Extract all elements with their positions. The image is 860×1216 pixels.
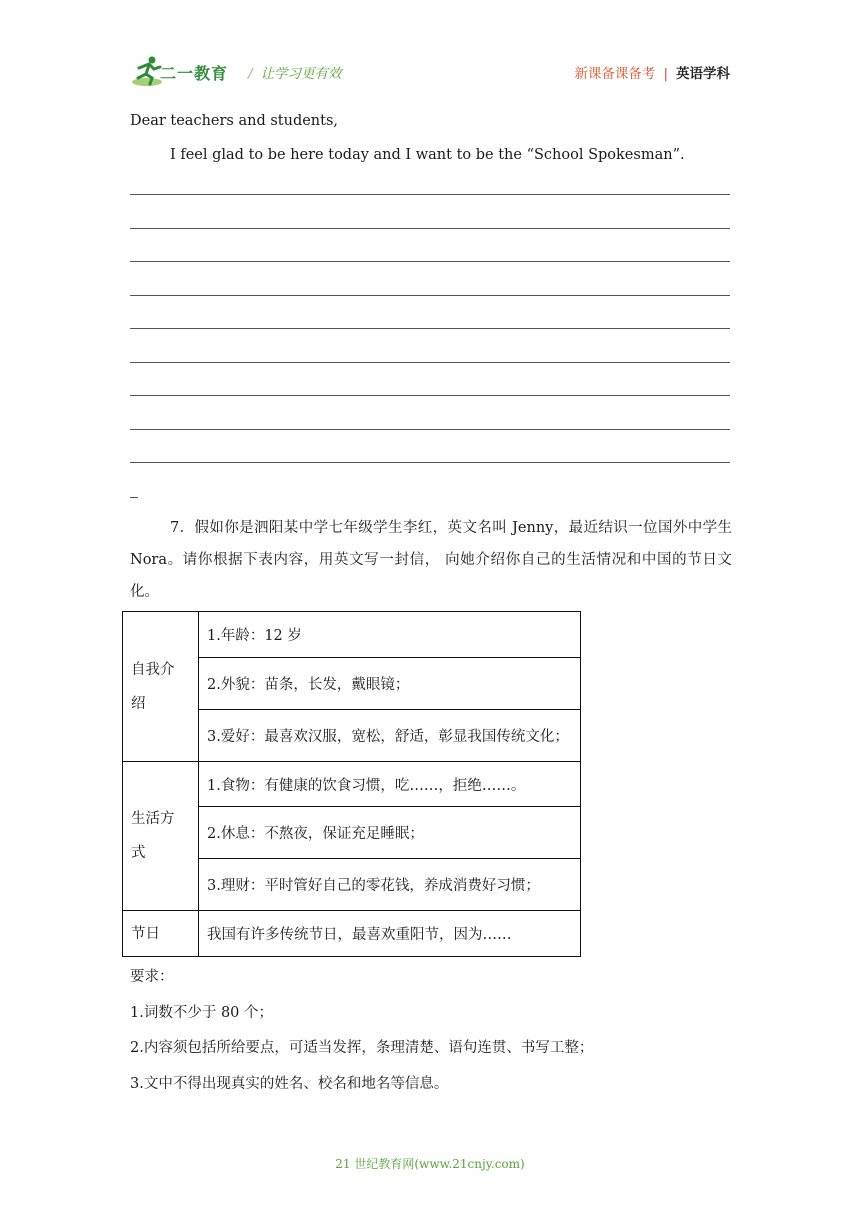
item-cell: 2.休息：不熬夜，保证充足睡眠； <box>199 807 581 859</box>
item-cell: 3.爱好：最喜欢汉服，宽松，舒适，彰显我国传统文化； <box>199 710 581 762</box>
logo-text: 二一教育 <box>160 64 229 83</box>
letter-opening: I feel glad to be here today and I want to be the “School Spokesman”. <box>170 147 685 163</box>
requirement-item: 1.词数不少于 80 个； <box>130 1004 274 1021</box>
item-cell: 3.理财：平时管好自己的零花钱，养成消费好习惯； <box>199 859 581 911</box>
slogan-text: 让学习更有效 <box>260 66 342 82</box>
category-cell: 自我介 绍 <box>123 612 199 762</box>
letter-greeting: Dear teachers and students, <box>130 113 339 129</box>
writing-line <box>130 295 730 296</box>
writing-line <box>130 395 730 396</box>
header-subject <box>574 62 730 82</box>
item-cell: 1.年龄：12 岁 <box>199 612 581 658</box>
requirement-item: 2.内容须包括所给要点，可适当发挥，条理清楚、语句连贯、书写工整； <box>130 1040 594 1056</box>
runner-logo-icon <box>130 54 164 88</box>
header-divider: | <box>663 66 668 82</box>
writing-line <box>130 328 730 329</box>
info-table <box>122 611 581 957</box>
writing-line <box>130 228 730 229</box>
table-row <box>123 612 581 658</box>
item-cell: 1.食物：有健康的饮食习惯，吃……，拒绝……。 <box>199 762 581 807</box>
trailing-dash <box>130 497 138 498</box>
table-row <box>123 911 581 957</box>
category-cell: 生活方 式 <box>123 762 199 911</box>
header-course-label: 新课备课备考 <box>574 66 656 82</box>
header-subject-label: 英语学科 <box>676 66 730 82</box>
category-cell: 节日 <box>123 911 199 957</box>
item-cell: 我国有许多传统节日，最喜欢重阳节，因为…… <box>199 911 581 957</box>
logo <box>130 54 248 88</box>
requirement-item: 3.文中不得出现真实的姓名、校名和地名等信息。 <box>130 1075 449 1092</box>
slogan: / 让学习更有效 <box>248 66 342 82</box>
writing-line <box>130 362 730 363</box>
requirements-title: 要求： <box>130 969 174 985</box>
writing-line <box>130 261 730 262</box>
writing-line <box>130 429 730 430</box>
question-7-prompt: 7．假如你是泗阳某中学七年级学生李红，英文名叫 Jenny，最近结识一位国外中学生 Nora。请你根据下表内容，用英文写一封信， 向她介绍你自己的生活情况和中国的节日文化。 <box>130 520 732 600</box>
writing-line <box>130 194 730 195</box>
table-row <box>123 762 581 807</box>
page-footer: 21 世纪教育网(www.21cnjy.com) <box>335 1157 525 1171</box>
page-header <box>130 54 730 90</box>
requirements <box>130 960 593 1102</box>
item-cell: 2.外貌：苗条，长发，戴眼镜； <box>199 658 581 710</box>
writing-line <box>130 462 730 463</box>
